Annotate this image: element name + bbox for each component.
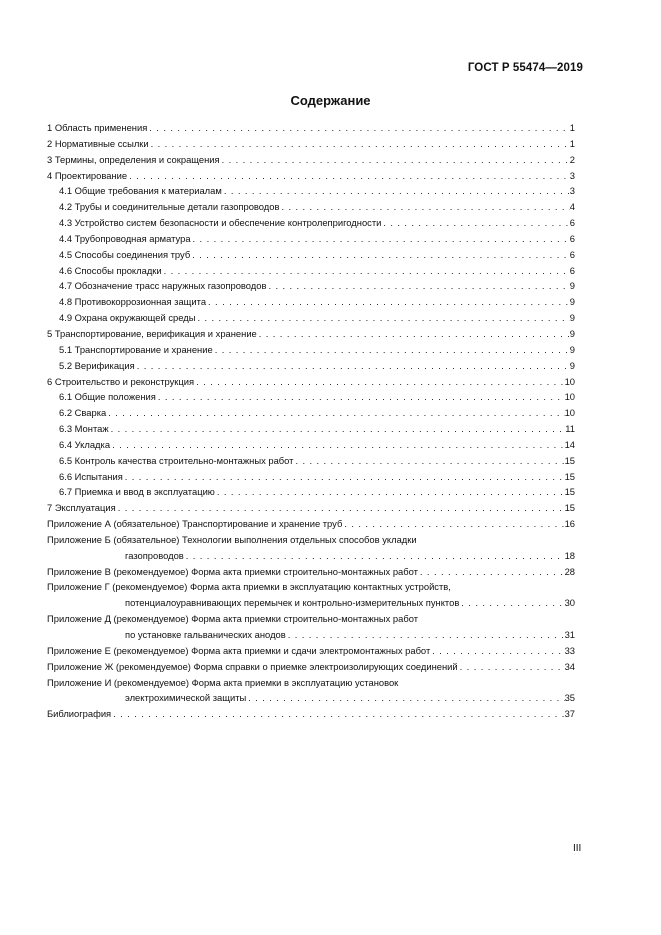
toc-entry-title: 5 Транспортирование, верификация и хранение [47,327,257,339]
toc-entry-page: 1 [569,137,575,149]
toc-entry-page: 9 [569,296,575,308]
toc-entry-title: Приложение Д (рекомендуемое) Форма акта приемки строительно-монтажных работ [47,613,419,625]
toc-entry-page: 15 [564,454,575,466]
toc-entry-page: 28 [564,565,575,577]
toc-entry[interactable] [47,136,575,152]
toc-subentry[interactable] [47,437,575,453]
toc-entry-page: 6 [569,232,575,244]
toc-bibliography-entry[interactable] [47,706,575,722]
toc-entry-page: 33 [564,644,575,656]
toc-entry-title: 6.6 Испытания [59,470,123,482]
toc-appendix-entry[interactable] [47,611,575,643]
toc-entry-title-cont: потенциалоуравнивающих перемычек и контрольно-измерительных пунктов [125,597,460,609]
document-header: ГОСТ Р 55474—2019 [467,62,583,74]
toc-subentry[interactable] [47,453,575,469]
toc-subentry[interactable] [47,263,575,279]
toc-entry-page: 3 [569,185,575,197]
toc-entry[interactable] [47,500,575,516]
toc-entry-title: Библиография [47,708,112,720]
toc-entry-title: Приложение Е (рекомендуемое) Форма акта приемки и сдачи электромонтажных работ [47,644,431,656]
toc-entry-page: 9 [569,359,575,371]
toc-subentry[interactable] [47,310,575,326]
toc-subentry[interactable] [47,484,575,500]
toc-subentry[interactable] [47,469,575,485]
toc-entry-page: 1 [569,122,575,133]
toc-entry-page: 11 [565,423,575,435]
toc-entry-page: 18 [564,549,575,561]
toc-subentry[interactable] [47,215,575,231]
toc-appendix-entry[interactable] [47,564,575,580]
toc-appendix-entry[interactable] [47,675,575,707]
toc-entry[interactable] [47,168,575,184]
toc-subentry[interactable] [47,294,575,310]
toc-entry[interactable] [47,120,575,136]
toc-entry-title: 4.7 Обозначение трасс наружных газопроводов [59,280,267,292]
toc-appendix-entry[interactable] [47,532,575,564]
toc-entry-title: 3 Термины, определения и сокращения [47,153,220,165]
toc-subentry[interactable] [47,231,575,247]
toc-entry-page: 15 [564,470,575,482]
toc-entry[interactable] [47,152,575,168]
toc-entry-title: 2 Нормативные ссылки [47,137,149,149]
toc-entry-page: 9 [569,280,575,292]
toc-entry-title: 6.1 Общие положения [59,391,156,403]
toc-entry-title: Приложение А (обязательное) Транспортирование и хранение труб [47,518,343,530]
toc-subentry[interactable] [47,183,575,199]
toc-subentry[interactable] [47,199,575,215]
toc-entry-title: Приложение Б (обязательное) Технологии выполнения отдельных способов укладки [47,533,417,545]
toc-appendix-entry[interactable] [47,643,575,659]
toc-subentry[interactable] [47,389,575,405]
toc-appendix-entry[interactable] [47,659,575,675]
table-of-contents [47,120,575,722]
toc-entry-title: 4.5 Способы соединения труб [59,248,191,260]
toc-entry-title: Приложение В (рекомендуемое) Форма акта приемки строительно-монтажных работ [47,565,418,577]
page-title: Содержание [290,93,371,108]
toc-entry-title-cont: по установке гальванических анодов [125,629,286,640]
toc-entry-page: 31 [564,629,575,640]
toc-entry-page: 34 [564,660,575,672]
toc-entry-page: 16 [564,518,575,530]
toc-entry-page: 6 [569,264,575,276]
toc-entry-page: 9 [569,312,575,324]
toc-entry-title: 1 Область применения [47,122,148,133]
toc-subentry[interactable] [47,247,575,263]
toc-entry-page: 9 [569,343,575,355]
toc-entry-title: 4.9 Охрана окружающей среды [59,312,196,324]
toc-entry-page: 10 [564,407,575,419]
toc-entry-title: 4.3 Устройство систем безопасности и обеспечение контролепригодности [59,217,382,229]
toc-appendix-entry[interactable] [47,579,575,611]
toc-entry-page: 37 [564,708,575,720]
toc-entry-title: 5.1 Транспортирование и хранение [59,343,213,355]
toc-subentry[interactable] [47,421,575,437]
toc-entry-page: 15 [564,502,575,514]
toc-entry-title: 7 Эксплуатация [47,502,116,514]
toc-subentry[interactable] [47,278,575,294]
toc-entry-title: Приложение Ж (рекомендуемое) Форма справки о приемке электроизолирующих соединений [47,660,458,672]
toc-entry[interactable] [47,374,575,390]
toc-entry-title: 6.3 Монтаж [59,423,109,435]
toc-subentry[interactable] [47,405,575,421]
toc-entry-title: 4.8 Противокоррозионная защита [59,296,207,308]
toc-entry-title: 6.5 Контроль качества строительно-монтажных работ [59,454,294,466]
toc-entry-title-cont: газопроводов [125,549,184,561]
toc-entry-title: Приложение Г (рекомендуемое) Форма акта приемки в эксплуатацию контактных устройств, [47,581,451,593]
toc-entry-title: 4.1 Общие требования к материалам [59,185,222,197]
toc-entry-page: 9 [569,327,575,339]
toc-entry-title: Приложение И (рекомендуемое) Форма акта приемки в эксплуатацию установок [47,676,399,688]
toc-entry-title: 6.7 Приемка и ввод в эксплуатацию [59,486,215,498]
toc-entry-title: 6 Строительство и реконструкция [47,375,195,387]
toc-entry-page: 30 [564,597,575,609]
toc-entry-title-cont: электрохимической защиты [125,692,247,704]
toc-entry-page: 35 [564,692,575,704]
toc-entry-title: 4.4 Трубопроводная арматура [59,232,191,244]
toc-entry-page: 2 [569,153,575,165]
toc-subentry[interactable] [47,342,575,358]
toc-entry-page: 10 [564,391,575,403]
toc-entry[interactable] [47,326,575,342]
toc-subentry[interactable] [47,358,575,374]
toc-entry-page: 6 [569,217,575,229]
toc-entry-page: 6 [569,248,575,260]
page-number: III [573,843,582,854]
toc-entry-title: 6.2 Сварка [59,407,107,419]
toc-entry-title: 4.6 Способы прокладки [59,264,162,276]
toc-entry-page: 14 [564,438,575,450]
toc-entry[interactable] [47,516,575,532]
toc-entry-title: 4 Проектирование [47,169,128,181]
toc-entry-title: 4.2 Трубы и соединительные детали газопроводов [59,201,280,213]
toc-entry-page: 15 [564,486,575,498]
toc-entry-title: 5.2 Верификация [59,359,135,371]
toc-entry-page: 10 [564,375,575,387]
toc-entry-title: 6.4 Укладка [59,438,111,450]
toc-entry-page: 4 [569,201,575,213]
toc-entry-page: 3 [569,169,575,181]
